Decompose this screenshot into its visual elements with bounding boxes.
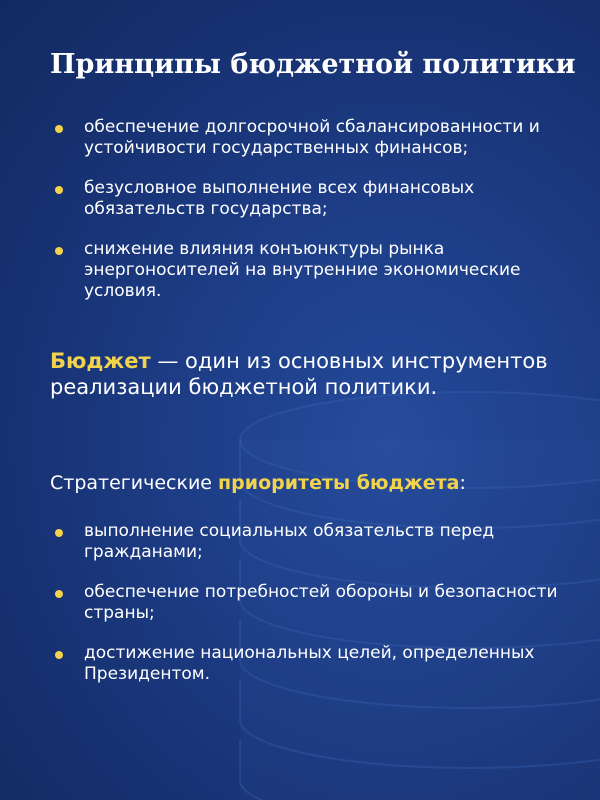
budget-highlight: Бюджет: [50, 349, 151, 373]
budget-statement: [50, 348, 570, 400]
list-item-text: выполнение социальных обязательств перед гражданами;: [84, 521, 495, 562]
list-item-text: достижение национальных целей, определенных Президентом.: [84, 643, 535, 684]
priorities-list: [50, 521, 570, 704]
list-item: [50, 178, 570, 220]
bullet-dot-icon: [55, 247, 63, 255]
list-item: [50, 643, 570, 685]
list-item: [50, 582, 570, 624]
list-item: [50, 521, 570, 563]
strategy-heading: [50, 470, 570, 496]
list-item-text: обеспечение потребностей обороны и безопасности страны;: [84, 582, 558, 623]
page-title: Принципы бюджетной политики: [50, 49, 576, 80]
bullet-dot-icon: [55, 651, 63, 659]
list-item-text: безусловное выполнение всех финансовых обязательств государства;: [84, 178, 475, 219]
bullet-dot-icon: [55, 529, 63, 537]
strategy-prefix: Стратегические: [50, 472, 219, 494]
strategy-suffix: :: [459, 472, 466, 494]
principles-list: [50, 117, 570, 321]
bullet-dot-icon: [55, 590, 63, 598]
list-item: [50, 239, 570, 302]
bullet-dot-icon: [55, 125, 63, 133]
list-item-text: снижение влияния конъюнктуры рынка энергоносителей на внутренние экономические условия.: [84, 239, 521, 301]
bullet-dot-icon: [55, 186, 63, 194]
list-item-text: обеспечение долгосрочной сбалансированности и устойчивости государственных финансов;: [84, 117, 540, 158]
priorities-highlight: приоритеты бюджета: [218, 472, 460, 494]
budget-statement-text: — один из основных инструментов реализации бюджетной политики.: [50, 349, 548, 399]
list-item: [50, 117, 570, 159]
